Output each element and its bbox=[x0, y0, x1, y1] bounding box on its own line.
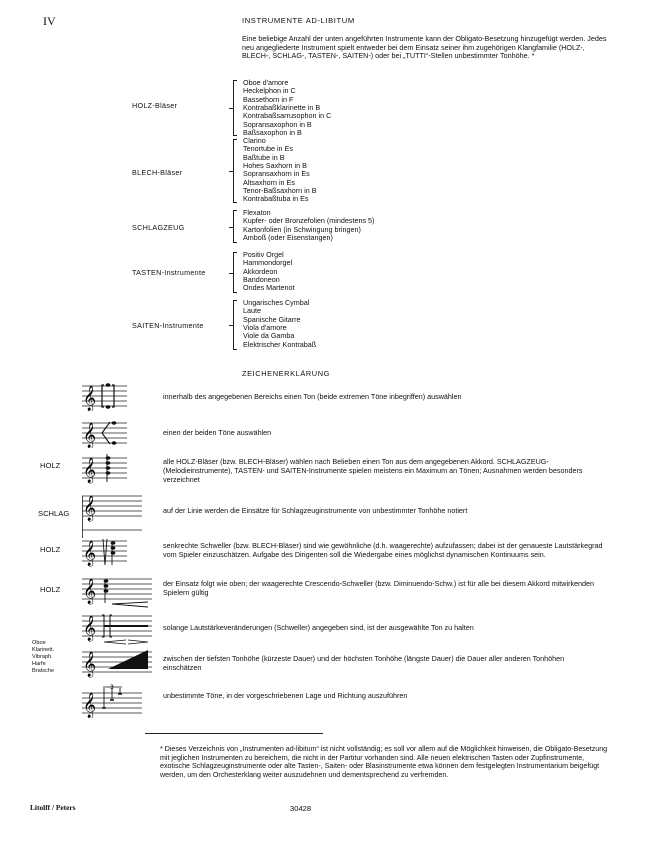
staff-duration-icon bbox=[82, 646, 152, 680]
group-brace-2 bbox=[233, 210, 240, 243]
intro-paragraph: Eine beliebige Anzahl der unten angeführten Instrumente kann der Obligato-Besetzung hinzugefügt werden. Jedes neu angegliederte Instrument spielt entweder bei dem Einsatz seiner ihm zugehörigen Klangfamilie (HOLZ-, BLECH-, SCHLAG-, TASTEN-, SAITEN-) oder bei „TUTTI“-Stellen unbestimmter Tonhöhe. * bbox=[242, 34, 607, 61]
group-brace-1 bbox=[233, 139, 240, 203]
instrument-item: Amboß (oder Eisenstangen) bbox=[243, 233, 333, 243]
legend-text-8: unbestimmte Töne, in der vorgeschriebenen Lage und Richtung auszuführen bbox=[163, 691, 408, 700]
legend-text-3: auf der Linie werden die Einsätze für Schlagzeuginstrumente von unbestimmter Tonhöhe notiert bbox=[163, 506, 468, 515]
instrument-item: Kartonfolien (in Schwingung bringen) bbox=[243, 224, 361, 234]
legend-text-4: senkrechte Schweller (bzw. BLECH-Bläser) sind wie gewöhnliche (d.h. waagerechte) aufzufassen; dabei ist der genaueste Lautstärkegrad vom Spieler einzuschätzen. Aufgabe des Dirigenten soll die Wiedergabe eines möglichst dynamischen Kontinuums sein. bbox=[163, 541, 603, 559]
svg-text:𝄞: 𝄞 bbox=[83, 579, 97, 604]
group-label-4: SAITEN-Instrumente bbox=[132, 321, 204, 330]
legend-label-5: HOLZ bbox=[40, 585, 61, 594]
instrument-item: Spanische Gitarre bbox=[243, 314, 301, 324]
group-brace-3 bbox=[233, 252, 240, 293]
legend-title: ZEICHENERKLÄRUNG bbox=[242, 369, 331, 378]
instrument-list-2 bbox=[243, 209, 374, 242]
staff-hold-icon bbox=[82, 612, 152, 646]
legend-text-0: innerhalb des angegebenen Bereichs einen Ton (beide extremen Töne inbegriffen) auswählen bbox=[163, 392, 462, 401]
staff-vertical-swell-icon bbox=[82, 535, 127, 569]
instrument-item: Sopransaxophon in B bbox=[243, 119, 312, 129]
legend-label-2: HOLZ bbox=[40, 461, 61, 470]
instrument-list-1 bbox=[243, 137, 317, 204]
svg-text:3: 3 bbox=[110, 684, 114, 691]
svg-text:𝄞: 𝄞 bbox=[83, 652, 97, 677]
instrument-item: Tenortube in Es bbox=[243, 144, 293, 154]
legend-text-1: einen der beiden Töne auswählen bbox=[163, 428, 272, 437]
instrument-item: Elektrischer Kontrabaß bbox=[243, 339, 317, 349]
group-label-3: TASTEN-Instrumente bbox=[132, 268, 206, 277]
instrument-item: Altsaxhorn in Es bbox=[243, 177, 295, 187]
instrument-item: Baßsaxophon in B bbox=[243, 128, 302, 138]
svg-text:𝄞: 𝄞 bbox=[83, 496, 97, 521]
instrument-item: Viole da Gamba bbox=[243, 331, 295, 341]
page-title: INSTRUMENTE AD-LIBITUM bbox=[242, 16, 355, 25]
svg-text:𝄞: 𝄞 bbox=[83, 616, 97, 641]
instrument-item: Positiv Orgel bbox=[243, 250, 284, 259]
instrument-list-3 bbox=[243, 251, 295, 293]
staff-horizontal-swell-icon bbox=[82, 573, 152, 611]
footnote: * Dieses Verzeichnis von „Instrumenten ad-libitum“ ist nicht vollständig; es soll vor allem auf die Möglichkeit hinweisen, die Obligato-Besetzung mit jeglichen Instrumenten zu bereichern, die nicht in der Partitur vorhanden sind. Alle neuen elektrischen Tasten oder Zupfinstrumente, exotische Schlagzeuginstrumente oder alte Tasten-, Saiten- oder Blasinstrumente etwa können dem festgelegten Instrumentarium beigefügt werden, um den Orchesterklang weiter auszudehnen und dementsprechend zu verfremden. bbox=[160, 745, 608, 779]
publisher-mark: Litolff / Peters bbox=[30, 803, 76, 812]
instrument-item: Hohes Saxhorn in B bbox=[243, 161, 307, 171]
instrument-item: Kontrabaßsarrusophon in C bbox=[243, 111, 332, 121]
instrument-item: Kupfer- oder Bronzefolien (mindestens 5) bbox=[243, 216, 375, 226]
group-label-2: SCHLAGZEUG bbox=[132, 223, 185, 232]
instrument-item: Bandoneon bbox=[243, 275, 280, 285]
legend-text-5: der Einsatz folgt wie oben; der waagerechte Crescendo-Schweller (bzw. Diminuendo-Schw.) ist für alle bei diesem Akkord mitwirkenden Spielern gültig bbox=[163, 579, 595, 597]
svg-text:𝄞: 𝄞 bbox=[83, 386, 97, 411]
instrument-item: Akkordeon bbox=[243, 266, 278, 276]
instrument-item: Heckelphon in C bbox=[243, 86, 296, 96]
svg-text:𝄞: 𝄞 bbox=[83, 541, 97, 566]
instrument-list-0 bbox=[243, 79, 331, 137]
page-number: IV bbox=[43, 14, 56, 28]
group-label-1: BLECH-Bläser bbox=[132, 168, 183, 177]
staff-indefinite-icon bbox=[82, 684, 142, 718]
legend-label-3: SCHLAG bbox=[38, 509, 70, 518]
svg-text:𝄞: 𝄞 bbox=[83, 693, 97, 718]
instrument-item: Sopransaxhorn in Es bbox=[243, 169, 310, 179]
instrument-item: Ondes Martenot bbox=[243, 283, 295, 293]
instrument-item: Baßtube in B bbox=[243, 152, 285, 162]
legend-label-7: Oboe Klarinett. Vibraph. Harfe Bratsche bbox=[32, 640, 55, 674]
instrument-item: Tenor-Baßsaxhorn in B bbox=[243, 186, 317, 196]
legend-text-7: zwischen der tiefsten Tonhöhe (kürzeste Dauer) und der höchsten Tonhöhe (längste Dauer) die Dauer aller anderen Tonhöhen einschätzen bbox=[163, 654, 565, 672]
legend-label-4: HOLZ bbox=[40, 545, 61, 554]
instrument-list-4 bbox=[243, 299, 316, 349]
legend-text-6: solange Lautstärkeveränderungen (Schweller) angegeben sind, ist der ausgewählte Ton zu halten bbox=[163, 623, 474, 632]
legend-text-2: alle HOLZ-Bläser (bzw. BLECH-Bläser) wählen nach Belieben einen Ton aus dem angegebenen Akkord. SCHLAGZEUG- (Melodieinstrumente), TASTEN- und SAITEN-Instrumente spielen meistens ein Maximum an Tönen; Ausnahmen werden besonders verzeichnet bbox=[163, 457, 583, 484]
svg-text:𝄞: 𝄞 bbox=[83, 458, 97, 483]
group-brace-0 bbox=[233, 80, 240, 136]
instrument-item: Bassethorn in F bbox=[243, 94, 294, 104]
footnote-rule bbox=[145, 733, 323, 734]
instrument-item: Flexaton bbox=[243, 208, 271, 217]
staff-choice-icon bbox=[82, 418, 127, 448]
instrument-item: Hammondorgel bbox=[243, 258, 293, 268]
instrument-item: Oboe d'amore bbox=[243, 78, 289, 87]
group-brace-4 bbox=[233, 300, 240, 350]
instrument-item: Laute bbox=[243, 306, 261, 316]
plate-number: 30428 bbox=[290, 804, 312, 813]
instrument-item: Kontrabaßklarinette in B bbox=[243, 103, 321, 113]
instrument-item: Clarino bbox=[243, 136, 266, 145]
group-label-0: HOLZ-Bläser bbox=[132, 101, 178, 110]
svg-text:𝄞: 𝄞 bbox=[83, 423, 97, 448]
instrument-item: Kontrabaßtuba in Es bbox=[243, 194, 309, 204]
staff-chord-icon bbox=[82, 452, 127, 486]
instrument-item: Viola d'amore bbox=[243, 323, 287, 333]
staff-range-icon bbox=[82, 381, 127, 411]
instrument-item: Ungarisches Cymbal bbox=[243, 298, 310, 307]
